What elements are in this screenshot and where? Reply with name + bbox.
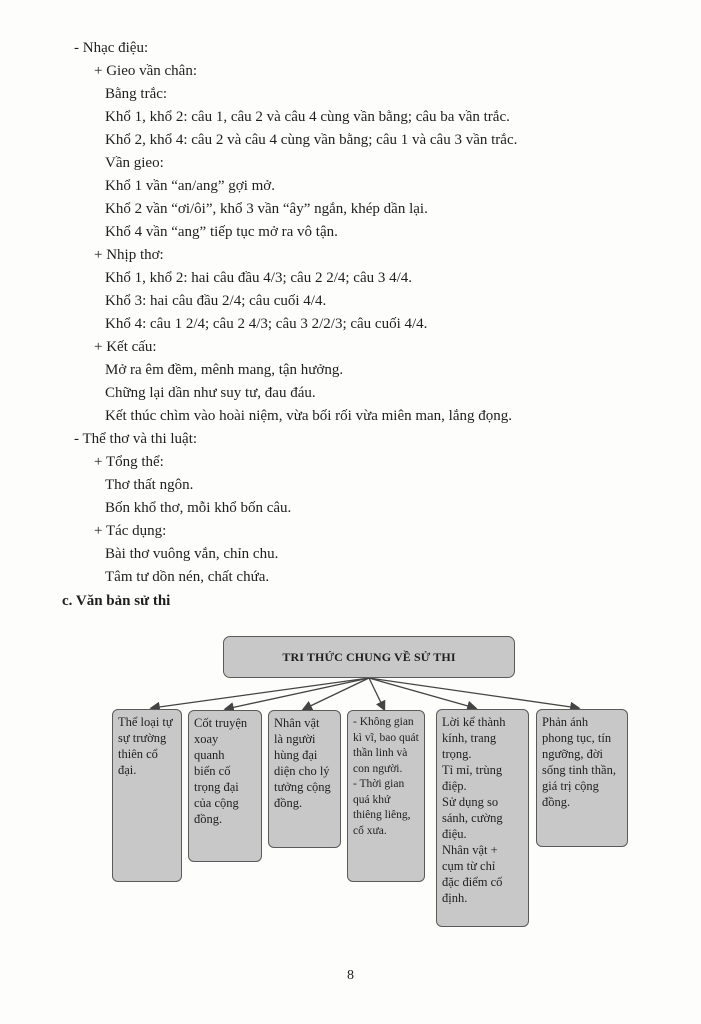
node-text: giá trị cộng xyxy=(542,779,599,793)
node-text: sự trường xyxy=(118,731,167,745)
text-line: + Kết cấu: xyxy=(94,339,157,355)
node-text: Cốt truyện xyxy=(194,716,248,730)
text-line: - Nhạc điệu: xyxy=(74,40,149,56)
node-text: Nhân vật + xyxy=(442,843,498,857)
node-text: phong tục, tín xyxy=(542,731,612,745)
diagram-node xyxy=(268,710,341,848)
node-text: ngưỡng, đời xyxy=(542,747,603,761)
node-text: con người. xyxy=(353,762,403,775)
node-text: đồng. xyxy=(542,795,571,809)
node-text: định. xyxy=(442,891,468,905)
text-line: Thơ thất ngôn. xyxy=(105,477,194,493)
node-text: cổ xưa. xyxy=(353,824,387,837)
node-text: tưởng cộng xyxy=(274,780,331,794)
node-text: của cộng xyxy=(194,796,239,810)
text-line: Bốn khổ thơ, mỗi khổ bốn câu. xyxy=(105,500,292,516)
node-text: điệp. xyxy=(442,779,467,793)
text-line: Bằng trắc: xyxy=(105,86,168,102)
node-text: quá khứ xyxy=(353,793,391,806)
node-text: đặc điểm cố xyxy=(442,875,503,889)
node-text: Thể loại tự xyxy=(118,715,173,729)
arrow-line xyxy=(369,678,578,708)
node-text: - Không gian xyxy=(353,716,414,728)
page-number: 8 xyxy=(347,968,354,983)
diagram-node xyxy=(436,709,529,927)
node-text: điệu. xyxy=(442,827,467,841)
text-line: + Tổng thể: xyxy=(94,454,164,470)
node-text: Phản ánh xyxy=(542,715,589,729)
text-line: Tâm tư dồn nén, chất chứa. xyxy=(105,569,270,585)
node-text: đại. xyxy=(118,763,137,777)
text-line: Mở ra êm đềm, mênh mang, tận hưởng. xyxy=(105,362,344,378)
arrow-line xyxy=(152,678,369,708)
text-line: Khổ 2 vần “ơi/ôi”, khổ 3 vần “ây” ngắn, khép dần lại. xyxy=(105,201,428,217)
node-text: Sử dụng so xyxy=(442,795,499,809)
diagram-node xyxy=(112,709,182,882)
node-text: hùng đại xyxy=(274,748,318,762)
text-line: Khổ 4: câu 1 2/4; câu 2 4/3; câu 3 2/2/3; câu cuối 4/4. xyxy=(105,316,428,332)
node-text: - Thời gian xyxy=(353,778,405,790)
text-line: + Gieo vần chân: xyxy=(94,63,198,79)
node-text: thần linh và xyxy=(353,747,408,759)
node-text: Nhân vật xyxy=(274,716,320,730)
node-text: Tỉ mỉ, trùng xyxy=(442,763,503,777)
text-line: Khổ 1, khổ 2: hai câu đầu 4/3; câu 2 2/4; câu 3 4/4. xyxy=(105,270,413,286)
arrow-line xyxy=(304,678,369,709)
text-line: Khổ 1 vần “an/ang” gợi mở. xyxy=(105,178,275,194)
node-text: Lời kể thành xyxy=(442,715,506,729)
node-text: biến cố xyxy=(194,764,231,778)
text-line: Khổ 1, khổ 2: câu 1, câu 2 và câu 4 cùng vần bằng; câu ba vần trắc. xyxy=(105,109,510,125)
node-text: quanh xyxy=(194,748,225,762)
node-text: trọng. xyxy=(442,747,472,761)
diagram-node xyxy=(536,709,628,847)
arrow-line xyxy=(369,678,384,709)
node-text: thiên cổ xyxy=(118,747,158,761)
text-line: Khổ 2, khổ 4: câu 2 và câu 4 cùng vần bằng; câu 1 và câu 3 vần trắc. xyxy=(105,132,518,148)
node-text: kính, trang xyxy=(442,731,497,745)
text-line: + Nhịp thơ: xyxy=(94,247,164,263)
diagram-title-box: TRI THỨC CHUNG VỀ SỬ THI xyxy=(223,636,515,678)
node-text: cụm từ chỉ xyxy=(442,859,496,873)
text-line: Vần gieo: xyxy=(105,155,164,171)
text-line: + Tác dụng: xyxy=(94,523,167,539)
node-text: kì vĩ, bao quát xyxy=(353,731,419,744)
section-heading: c. Văn bản sử thi xyxy=(62,593,171,609)
node-text: trọng đại xyxy=(194,780,239,794)
text-line: Khổ 3: hai câu đầu 2/4; câu cuối 4/4. xyxy=(105,293,327,309)
diagram-node xyxy=(347,710,425,882)
arrow-line xyxy=(226,678,369,709)
arrow-line xyxy=(369,678,475,708)
node-text: sánh, cường xyxy=(442,811,503,825)
text-line: Kết thúc chìm vào hoài niệm, vừa bối rối vừa miên man, lắng đọng. xyxy=(105,408,512,424)
node-text: xoay xyxy=(194,732,219,746)
node-text: đồng. xyxy=(274,796,303,810)
text-line: Chững lại dần như suy tư, đau đáu. xyxy=(105,385,316,401)
text-line: Khổ 4 vần “ang” tiếp tục mở ra vô tận. xyxy=(105,224,338,240)
node-text: sống tinh thần, xyxy=(542,763,616,777)
node-text: thiêng liêng, xyxy=(353,809,411,821)
text-line: Bài thơ vuông vắn, chỉn chu. xyxy=(105,546,279,562)
node-text: diện cho lý xyxy=(274,764,330,778)
diagram-node xyxy=(188,710,262,862)
text-line: - Thể thơ và thi luật: xyxy=(74,431,198,447)
node-text: là người xyxy=(274,732,316,746)
node-text: đồng. xyxy=(194,812,223,826)
